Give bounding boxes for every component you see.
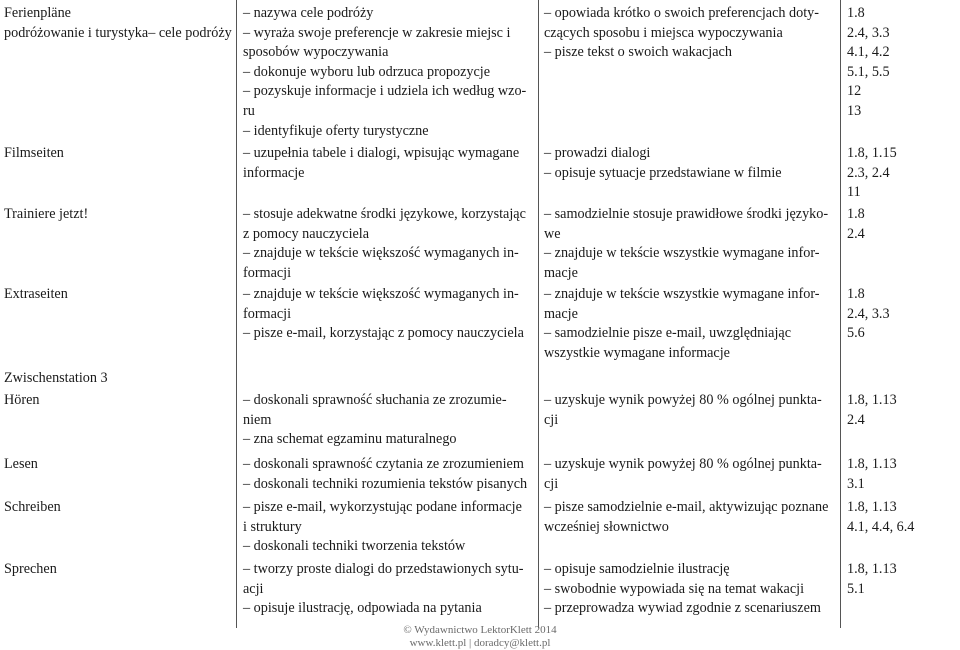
extended-line: we <box>544 225 561 242</box>
topic-line: Ferienpläne <box>4 5 71 21</box>
basic-line: sposobów wypoczywania <box>243 44 389 61</box>
topic-line: Extraseiten <box>4 286 68 302</box>
extended-line: wszystkie wymagane informacje <box>544 344 730 361</box>
basic-line: i struktury <box>243 518 302 535</box>
basic-line: – pisze e-mail, korzystając z pomocy nauczyciela <box>243 325 524 342</box>
codes-line: 1.8 <box>847 286 865 302</box>
basic-line: – opisuje ilustrację, odpowiada na pytania <box>243 600 482 617</box>
row-extended <box>544 144 830 183</box>
column-divider <box>538 0 539 628</box>
codes-line: 1.8 <box>847 206 865 222</box>
codes-line: 1.8, 1.13 <box>847 456 897 472</box>
contact-links: www.klett.pl | doradcy@klett.pl <box>409 637 551 649</box>
row-extended <box>544 205 830 283</box>
row-basic <box>243 391 535 450</box>
topic-line: Zwischenstation 3 <box>4 370 108 386</box>
extended-line: – pisze samodzielnie e-mail, aktywizując poznane <box>544 499 829 515</box>
codes-line: 1.8, 1.13 <box>847 561 897 577</box>
row-topic <box>4 560 232 580</box>
codes-line: 2.4, 3.3 <box>847 24 890 41</box>
basic-line: informacje <box>243 164 305 181</box>
codes-line: 4.1, 4.2 <box>847 44 890 61</box>
basic-line: – pisze e-mail, wykorzystując podane informacje <box>243 499 522 515</box>
basic-line: niem <box>243 411 272 428</box>
topic-line: Schreiben <box>4 499 61 515</box>
codes-line: 2.4 <box>847 225 865 242</box>
basic-line: – identyfikuje oferty turystyczne <box>243 122 429 139</box>
extended-line: – opisuje samodzielnie ilustrację <box>544 561 730 577</box>
row-codes <box>847 498 957 537</box>
extended-line: macje <box>544 264 578 281</box>
row-basic <box>243 455 535 494</box>
extended-line: – opisuje sytuacje przedstawiane w filmie <box>544 164 782 181</box>
row-basic <box>243 4 535 141</box>
extended-line: – znajduje w tekście wszystkie wymagane infor- <box>544 286 820 302</box>
basic-line: – zna schemat egzaminu maturalnego <box>243 431 457 448</box>
extended-line: – prowadzi dialogi <box>544 145 651 161</box>
basic-line: – doskonali techniki rozumienia tekstów pisanych <box>243 475 528 492</box>
codes-line: 1.8, 1.13 <box>847 392 897 408</box>
extended-line: czących sposobu i miejsca wypoczywania <box>544 24 783 41</box>
basic-line: – stosuje adekwatne środki językowe, korzystając <box>243 206 526 222</box>
row-extended <box>544 560 830 619</box>
row-topic <box>4 205 232 225</box>
topic-line: Lesen <box>4 456 38 472</box>
basic-line: – pozyskuje informacje i udziela ich według wzo- <box>243 83 527 100</box>
row-codes <box>847 391 957 430</box>
codes-line: 1.8, 1.15 <box>847 145 897 161</box>
basic-line: formacji <box>243 264 292 281</box>
extended-line: – znajduje w tekście wszystkie wymagane infor- <box>544 245 820 262</box>
row-topic <box>4 455 232 475</box>
topic-line: Trainiere jetzt! <box>4 206 89 222</box>
basic-line: – tworzy proste dialogi do przedstawionych sytu- <box>243 561 524 577</box>
section-heading <box>4 369 232 389</box>
basic-line: – doskonali techniki tworzenia tekstów <box>243 538 466 555</box>
column-divider <box>236 0 237 628</box>
topic-line: Sprechen <box>4 561 57 577</box>
row-extended <box>544 391 830 430</box>
row-codes <box>847 455 957 494</box>
row-basic <box>243 498 535 557</box>
codes-line: 5.6 <box>847 325 865 342</box>
extended-line: – swobodnie wypowiada się na temat wakacji <box>544 580 805 597</box>
codes-line: 1.8 <box>847 5 865 21</box>
row-topic <box>4 498 232 518</box>
codes-line: 2.4, 3.3 <box>847 305 890 322</box>
row-basic <box>243 285 535 344</box>
basic-line: – doskonali sprawność czytania ze zrozumieniem <box>243 456 524 472</box>
codes-line: 12 <box>847 83 862 100</box>
topic-line: podróżowanie i turystyka– cele podróży <box>4 24 232 41</box>
row-codes <box>847 205 957 244</box>
basic-line: – nazywa cele podróży <box>243 5 374 21</box>
row-extended <box>544 285 830 363</box>
row-topic <box>4 285 232 305</box>
codes-line: 13 <box>847 102 862 119</box>
extended-line: – samodzielnie stosuje prawidłowe środki języko- <box>544 206 829 222</box>
codes-line: 3.1 <box>847 475 865 492</box>
row-codes <box>847 144 957 203</box>
codes-line: 11 <box>847 184 861 201</box>
extended-line: macje <box>544 305 578 322</box>
row-basic <box>243 144 535 183</box>
basic-line: – uzupełnia tabele i dialogi, wpisując wymagane <box>243 145 520 161</box>
basic-line: acji <box>243 580 264 597</box>
basic-line: – wyraża swoje preferencje w zakresie miejsc i <box>243 24 511 41</box>
row-codes <box>847 4 957 122</box>
extended-line: – uzyskuje wynik powyżej 80 % ogólnej punkta- <box>544 392 822 408</box>
codes-line: 5.1, 5.5 <box>847 63 890 80</box>
codes-line: 2.3, 2.4 <box>847 164 890 181</box>
row-extended <box>544 498 830 537</box>
row-topic <box>4 144 232 164</box>
row-extended <box>544 455 830 494</box>
extended-line: – przeprowadza wywiad zgodnie z scenariuszem <box>544 600 821 617</box>
row-topic <box>4 391 232 411</box>
basic-line: ru <box>243 102 255 119</box>
basic-line: – doskonali sprawność słuchania ze zrozumie- <box>243 392 507 408</box>
basic-line: – znajduje w tekście większość wymaganych in- <box>243 286 519 302</box>
topic-line: Filmseiten <box>4 145 64 161</box>
extended-line: cji <box>544 411 559 428</box>
extended-line: – uzyskuje wynik powyżej 80 % ogólnej punkta- <box>544 456 822 472</box>
extended-line: – pisze tekst o swoich wakacjach <box>544 44 732 61</box>
codes-line: 4.1, 4.4, 6.4 <box>847 518 915 535</box>
copyright-footer <box>0 624 960 650</box>
row-basic <box>243 560 535 619</box>
codes-line: 2.4 <box>847 411 865 428</box>
extended-line: – samodzielnie pisze e-mail, uwzględniając <box>544 325 791 342</box>
row-basic <box>243 205 535 283</box>
extended-line: wcześniej słownictwo <box>544 518 669 535</box>
basic-line: z pomocy nauczyciela <box>243 225 370 242</box>
column-divider <box>840 0 841 628</box>
extended-line: – opowiada krótko o swoich preferencjach doty- <box>544 5 819 21</box>
basic-line: – znajduje w tekście większość wymaganych in- <box>243 245 519 262</box>
row-codes <box>847 560 957 599</box>
extended-line: cji <box>544 475 559 492</box>
basic-line: – dokonuje wyboru lub odrzuca propozycje <box>243 63 491 80</box>
topic-line: Hören <box>4 392 40 408</box>
codes-line: 5.1 <box>847 580 865 597</box>
codes-line: 1.8, 1.13 <box>847 499 897 515</box>
copyright-text: © Wydawnictwo LektorKlett 2014 <box>403 624 557 636</box>
row-topic <box>4 4 232 43</box>
row-codes <box>847 285 957 344</box>
row-extended <box>544 4 830 63</box>
basic-line: formacji <box>243 305 292 322</box>
